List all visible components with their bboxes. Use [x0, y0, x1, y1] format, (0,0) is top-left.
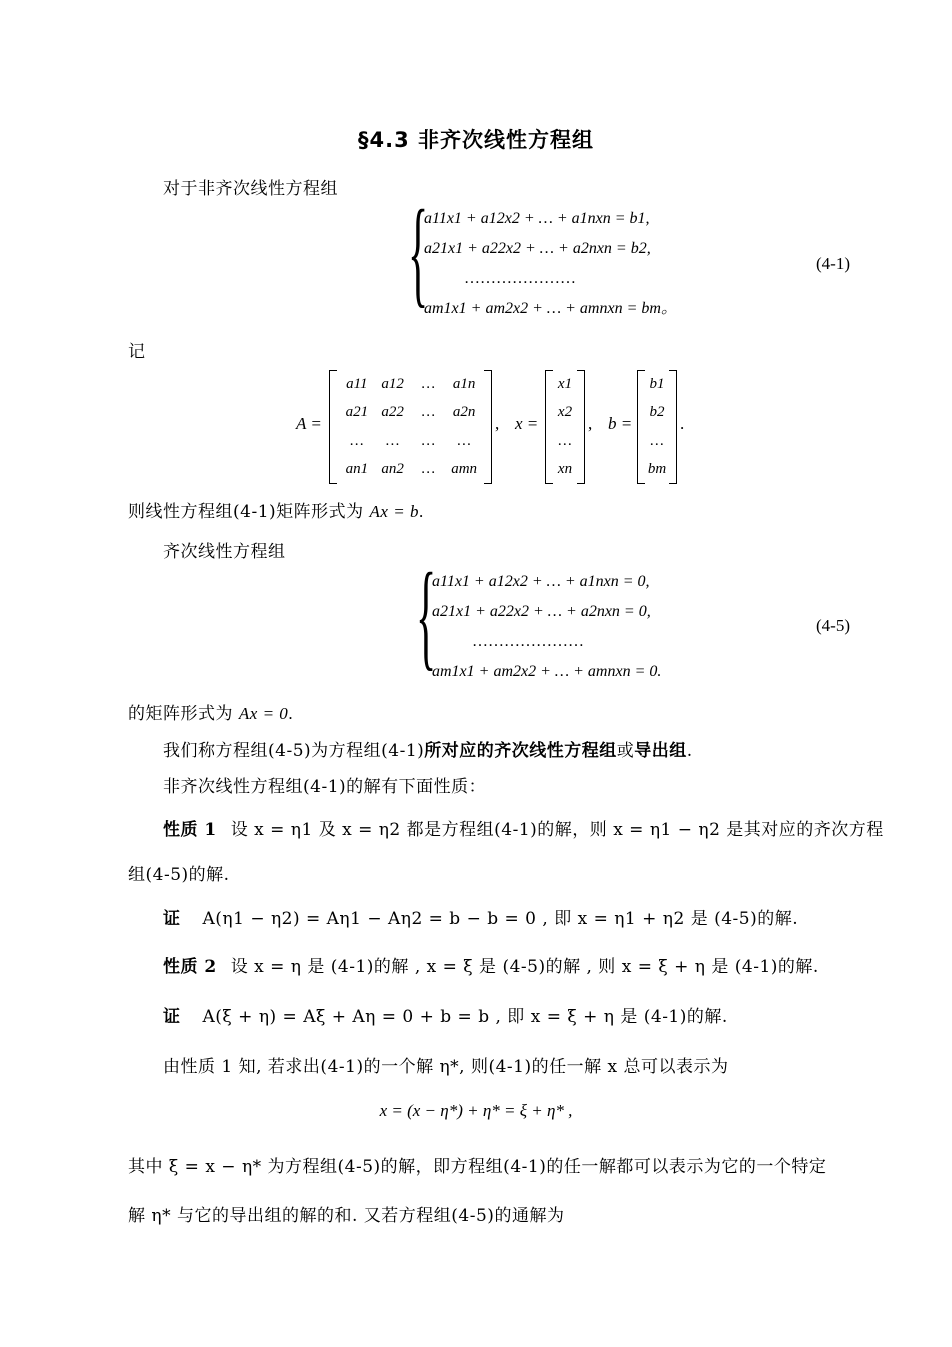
- vector-cell: …: [650, 432, 664, 449]
- properties-intro: 非齐次线性方程组(4-1)的解有下面性质：: [163, 777, 487, 797]
- vector-x-label: x =: [515, 414, 539, 433]
- equation-number: (4-5): [816, 616, 850, 635]
- matrix-cell: …: [457, 432, 471, 449]
- vector-b: [637, 370, 677, 484]
- vector-cell: x2: [557, 404, 573, 421]
- matrix-cell: …: [421, 461, 436, 478]
- definition-line: 我们称方程组(4-5)为方程组(4-1)所对应的齐次线性方程组或导出组.: [163, 741, 693, 761]
- left-brace: {: [408, 185, 429, 318]
- where-line-2: 解 η* 与它的导出组的解的和. 又若方程组(4-5)的通解为: [128, 1206, 565, 1226]
- intro-text: 对于非齐次线性方程组: [163, 179, 338, 199]
- system-4-1: [408, 185, 688, 322]
- proof-2: 证 A(ξ + η) = Aξ + Aη = 0 + b = b , 即 x = ξ + η 是 (4-1)的解.: [163, 1007, 728, 1027]
- matrix-cell: …: [350, 432, 364, 449]
- vector-cell: x1: [557, 375, 573, 392]
- system-rows: [432, 567, 661, 687]
- system-row: a11x1 + a12x2 + … + a1nxn = b1,: [424, 210, 650, 227]
- section-title: §4.3 非齐次线性方程组: [357, 128, 594, 152]
- matrix-cell: an1: [345, 461, 369, 478]
- vector-cell: b1: [649, 375, 665, 392]
- matrix-cell: an2: [381, 461, 404, 478]
- property-label: 性质 2: [163, 957, 217, 977]
- ji-text: 记: [128, 342, 146, 362]
- proof-label: 证: [163, 909, 181, 929]
- homog-intro: 齐次线性方程组: [163, 542, 286, 562]
- matrix-cell: amn: [451, 461, 478, 478]
- proof-1: 证 A(η1 − η2) = Aη1 − Aη2 = b − b = 0 , 即 x = η1 + η2 是 (4-5)的解.: [163, 909, 799, 929]
- vector-cell: xn: [557, 461, 573, 478]
- vector-x: [545, 370, 585, 484]
- matrix-cell: a11: [346, 375, 368, 392]
- matrix-cell: a1n: [452, 375, 476, 392]
- matrix-cell: …: [421, 375, 436, 392]
- property-1-cont: 组(4-5)的解.: [128, 865, 230, 885]
- equation-number: (4-1): [816, 254, 850, 273]
- vector-cell: b2: [649, 404, 665, 421]
- matrix-cell: …: [421, 404, 436, 421]
- display-equation: x = (x − η*) + η* = ξ + η* ,: [379, 1101, 573, 1120]
- system-row: a21x1 + a22x2 + … + a2nxn = b2,: [424, 240, 651, 257]
- vector-b-label: b =: [608, 414, 633, 433]
- system-rows: [424, 204, 677, 324]
- matrix-cell: a22: [381, 404, 404, 421]
- property-1: 性质 1 设 x = η1 及 x = η2 都是方程组(4-1)的解，则 x = η1 − η2 是其对应的齐次方程: [163, 820, 884, 840]
- matrix-equation: Ax = b: [369, 502, 419, 521]
- where-line-1: 其中 ξ = x − η* 为方程组(4-5)的解，即方程组(4-1)的任一解都可以表示为它的一个特定: [128, 1157, 827, 1177]
- matrix-a: [329, 370, 492, 484]
- from-property-text: 由性质 1 知, 若求出(4-1)的一个解 η*, 则(4-1)的任一解 x 总可以表示为: [163, 1057, 729, 1077]
- left-brace: {: [416, 548, 437, 681]
- matrix-form-line-2: 的矩阵形式为 Ax = 0.: [128, 704, 294, 724]
- system-row: …………………: [464, 270, 576, 287]
- vector-cell: …: [558, 432, 572, 449]
- matrix-cell: a12: [381, 375, 404, 392]
- proof-label: 证: [163, 1007, 181, 1027]
- system-row: a11x1 + a12x2 + … + a1nxn = 0,: [432, 573, 650, 590]
- system-row: a21x1 + a22x2 + … + a2nxn = 0,: [432, 603, 651, 620]
- system-row: …………………: [472, 633, 584, 650]
- vector-cell: bm: [647, 461, 667, 478]
- property-label: 性质 1: [163, 820, 217, 840]
- system-4-5: [416, 548, 696, 685]
- matrix-cell: a2n: [452, 404, 476, 421]
- matrix-cell: a21: [345, 404, 369, 421]
- system-row: am1x1 + am2x2 + … + amnxn = 0.: [432, 663, 662, 680]
- matrix-cell: …: [421, 432, 436, 449]
- property-2: 性质 2 设 x = η 是 (4-1)的解 , x = ξ 是 (4-5)的解 , 则 x = ξ + η 是 (4-1)的解.: [163, 957, 819, 977]
- system-row: am1x1 + am2x2 + … + amnxn = bm。: [424, 300, 677, 317]
- matrix-form-line: 则线性方程组(4-1)矩阵形式为 Ax = b.: [128, 502, 424, 522]
- matrix-cell: …: [385, 432, 400, 449]
- matrix-a-label: A =: [296, 414, 322, 433]
